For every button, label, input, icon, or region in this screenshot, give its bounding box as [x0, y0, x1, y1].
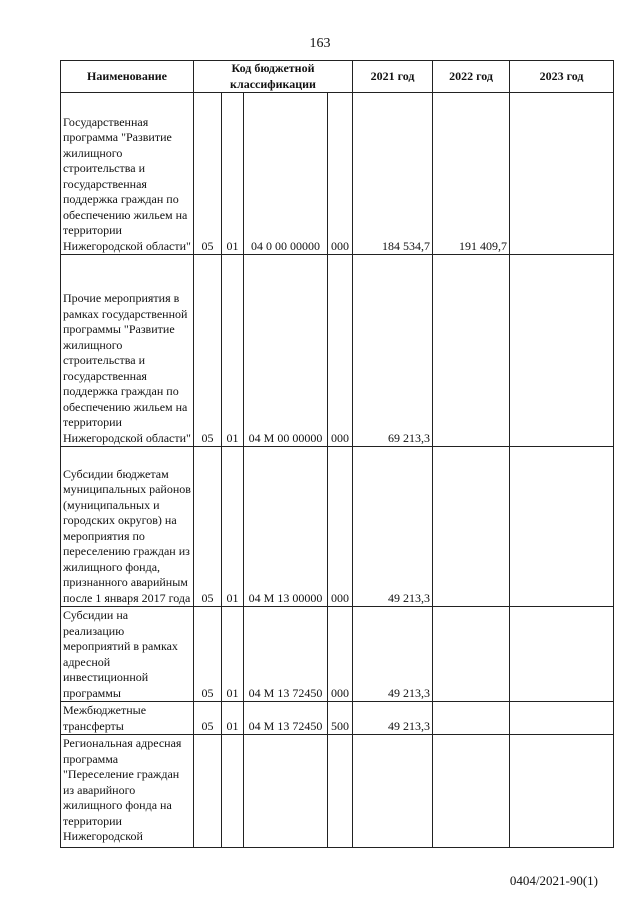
- row-value-2023: [510, 735, 614, 848]
- row-target-code: 04 М 13 72450: [244, 702, 328, 735]
- row-expense-type: 000: [328, 93, 353, 255]
- row-target-code: 04 М 13 72450: [244, 607, 328, 702]
- row-section: 05: [194, 607, 222, 702]
- row-section: [194, 735, 222, 848]
- table-row: [61, 447, 614, 607]
- header-2022: 2022 год: [433, 61, 510, 93]
- row-value-2023: [510, 702, 614, 735]
- row-section: 05: [194, 702, 222, 735]
- row-section: 05: [194, 255, 222, 447]
- header-2021: 2021 год: [353, 61, 433, 93]
- header-row: [61, 61, 614, 93]
- row-name: Межбюджетные трансферты: [61, 702, 194, 735]
- table-row: [61, 702, 614, 735]
- row-target-code: [244, 735, 328, 848]
- table-row: [61, 607, 614, 702]
- row-value-2021: 49 213,3: [353, 607, 433, 702]
- table-row: [61, 735, 614, 848]
- row-value-2023: [510, 447, 614, 607]
- row-target-code: 04 М 13 00000: [244, 447, 328, 607]
- row-value-2021: 49 213,3: [353, 702, 433, 735]
- row-value-2022: [433, 447, 510, 607]
- row-subsection: 01: [222, 607, 244, 702]
- row-value-2022: 191 409,7: [433, 93, 510, 255]
- row-value-2021: 49 213,3: [353, 447, 433, 607]
- document-code: 0404/2021-90(1): [509, 873, 598, 888]
- row-subsection: 01: [222, 702, 244, 735]
- row-value-2023: [510, 93, 614, 255]
- row-section: 05: [194, 447, 222, 607]
- row-name: Прочие мероприятия в рамках государственной программы "Развитие жилищного строительства и государственная поддержка граждан по обеспечению жильем на территории Нижегородской области": [61, 255, 194, 447]
- row-name: Субсидии бюджетам муниципальных районов (муниципальных и городских округов) на мероприятия по переселению граждан из жилищного фонда, признанного аварийным после 1 января 2017 года: [61, 447, 194, 607]
- row-value-2022: [433, 735, 510, 848]
- row-value-2022: [433, 702, 510, 735]
- row-value-2023: [510, 607, 614, 702]
- header-code: Код бюджетной классификации: [194, 61, 353, 93]
- row-expense-type: 500: [328, 702, 353, 735]
- row-target-code: 04 0 00 00000: [244, 93, 328, 255]
- row-subsection: 01: [222, 255, 244, 447]
- row-value-2022: [433, 255, 510, 447]
- row-value-2023: [510, 255, 614, 447]
- header-2023: 2023 год: [510, 61, 614, 93]
- row-subsection: [222, 735, 244, 848]
- row-name: Субсидии на реализацию мероприятий в рамках адресной инвестиционной программы: [61, 607, 194, 702]
- row-expense-type: 000: [328, 447, 353, 607]
- row-subsection: 01: [222, 93, 244, 255]
- table-row: [61, 93, 614, 255]
- row-value-2021: 184 534,7: [353, 93, 433, 255]
- row-section: 05: [194, 93, 222, 255]
- header-name: Наименование: [61, 61, 194, 93]
- page-number: 163: [309, 36, 331, 51]
- table-row: [61, 255, 614, 447]
- row-expense-type: 000: [328, 607, 353, 702]
- row-name: Государственная программа "Развитие жилищного строительства и государственная поддержка граждан по обеспечению жильем на территории Нижегородской области": [61, 93, 194, 255]
- row-subsection: 01: [222, 447, 244, 607]
- row-value-2022: [433, 607, 510, 702]
- row-value-2021: 69 213,3: [353, 255, 433, 447]
- row-value-2021: [353, 735, 433, 848]
- row-expense-type: [328, 735, 353, 848]
- row-expense-type: 000: [328, 255, 353, 447]
- row-target-code: 04 М 00 00000: [244, 255, 328, 447]
- row-name: Региональная адресная программа "Переселение граждан из аварийного жилищного фонда на территории Нижегородской: [61, 735, 194, 848]
- budget-table: [60, 60, 614, 848]
